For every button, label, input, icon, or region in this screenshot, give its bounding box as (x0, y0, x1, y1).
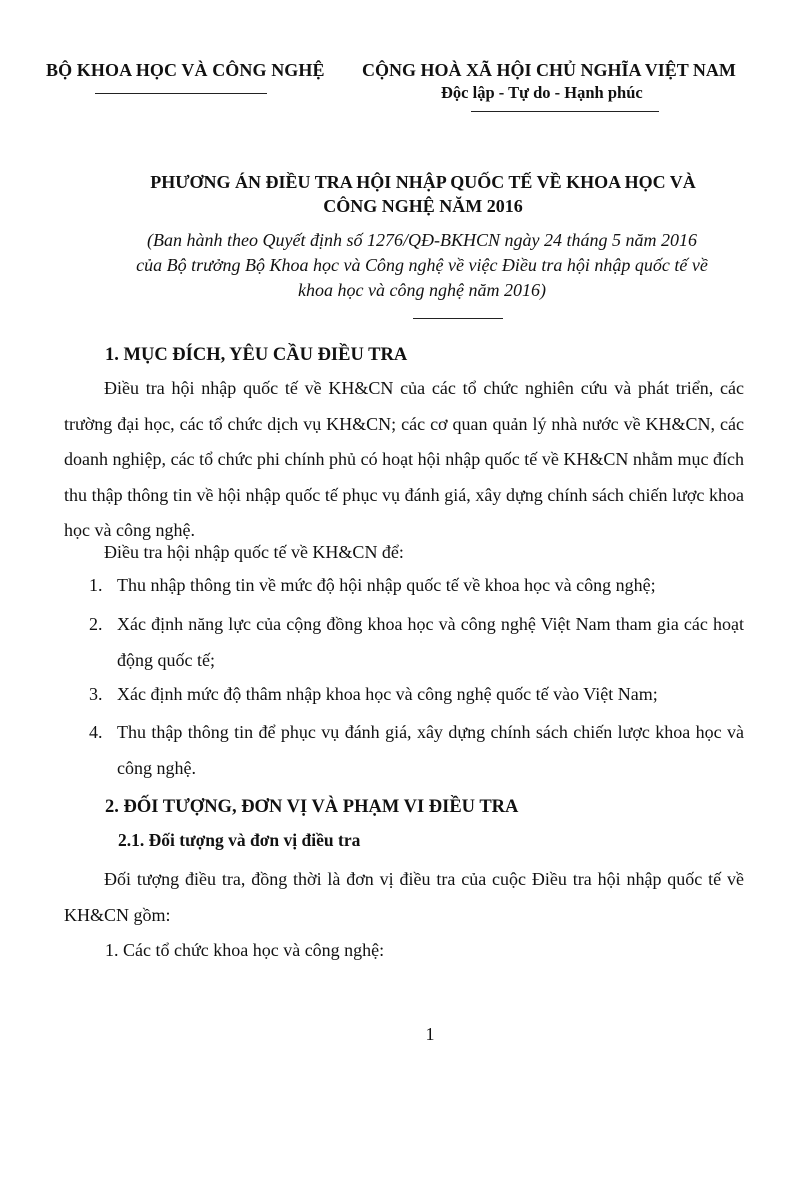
subtitle-line-2: của Bộ trưởng Bộ Khoa học và Công nghệ về việc Điều tra hội nhập quốc tế về (136, 255, 708, 275)
section-2-paragraph: Đối tượng điều tra, đồng thời là đơn vị điều tra của cuộc Điều tra hội nhập quốc tế về KH&CN gồm: (64, 869, 744, 925)
list-item-number: 3. (89, 684, 103, 704)
document-title-line-2: CÔNG NGHỆ NĂM 2016 (323, 196, 523, 216)
list-item-number: 4. (89, 722, 103, 742)
list-item-text: Thu thập thông tin để phục vụ đánh giá, xây dựng chính sách chiến lược khoa học và công nghệ. (117, 722, 744, 778)
subtitle-line-3: khoa học và công nghệ năm 2016) (298, 280, 546, 300)
document-title-line-1: PHƯƠNG ÁN ĐIỀU TRA HỘI NHẬP QUỐC TẾ VỀ KHOA HỌC VÀ (150, 172, 696, 192)
subtitle-line-1: (Ban hành theo Quyết định số 1276/QĐ-BKHCN ngày 24 tháng 5 năm 2016 (147, 230, 697, 250)
section-2-1-heading: 2.1. Đối tượng và đơn vị điều tra (118, 830, 361, 850)
list-item-number: 2. (89, 614, 103, 634)
section-1-lead: Điều tra hội nhập quốc tế về KH&CN để: (104, 542, 404, 562)
section-1-paragraph: Điều tra hội nhập quốc tế về KH&CN của các tổ chức nghiên cứu và phát triển, các trường đại học, các tổ chức dịch vụ KH&CN; các cơ quan quản lý nhà nước về KH&CN, các doanh nghiệp, các tổ chức phi chính phủ có hoạt hội nhập quốc tế về KH&CN nhằm mục đích thu thập thông tin về hội nhập quốc tế phục vụ đánh giá, xây dựng chính sách chiến lược khoa học và công nghệ. (64, 378, 744, 540)
section-2-item-1: 1. Các tổ chức khoa học và công nghệ: (105, 940, 385, 960)
list-item-text: Xác định mức độ thâm nhập khoa học và công nghệ quốc tế vào Việt Nam; (117, 684, 658, 704)
agency-name: BỘ KHOA HỌC VÀ CÔNG NGHỆ (46, 60, 325, 80)
motto-underline (471, 111, 659, 112)
page-number: 1 (425, 1024, 435, 1044)
section-2-heading: 2. ĐỐI TƯỢNG, ĐƠN VỊ VÀ PHẠM VI ĐIỀU TRA (105, 797, 519, 817)
list-item-text: Thu nhập thông tin về mức độ hội nhập quốc tế về khoa học và công nghệ; (117, 575, 656, 595)
nation-name: CỘNG HOÀ XÃ HỘI CHỦ NGHĨA VIỆT NAM (362, 60, 736, 80)
list-item-number: 1. (89, 575, 103, 595)
agency-underline (95, 93, 267, 94)
list-item-text: Xác định năng lực của cộng đồng khoa học và công nghệ Việt Nam tham gia các hoạt động quốc tế; (117, 614, 744, 670)
subtitle-divider (413, 318, 503, 319)
section-1-heading: 1. MỤC ĐÍCH, YÊU CẦU ĐIỀU TRA (105, 345, 408, 365)
national-motto: Độc lập - Tự do - Hạnh phúc (441, 83, 643, 102)
